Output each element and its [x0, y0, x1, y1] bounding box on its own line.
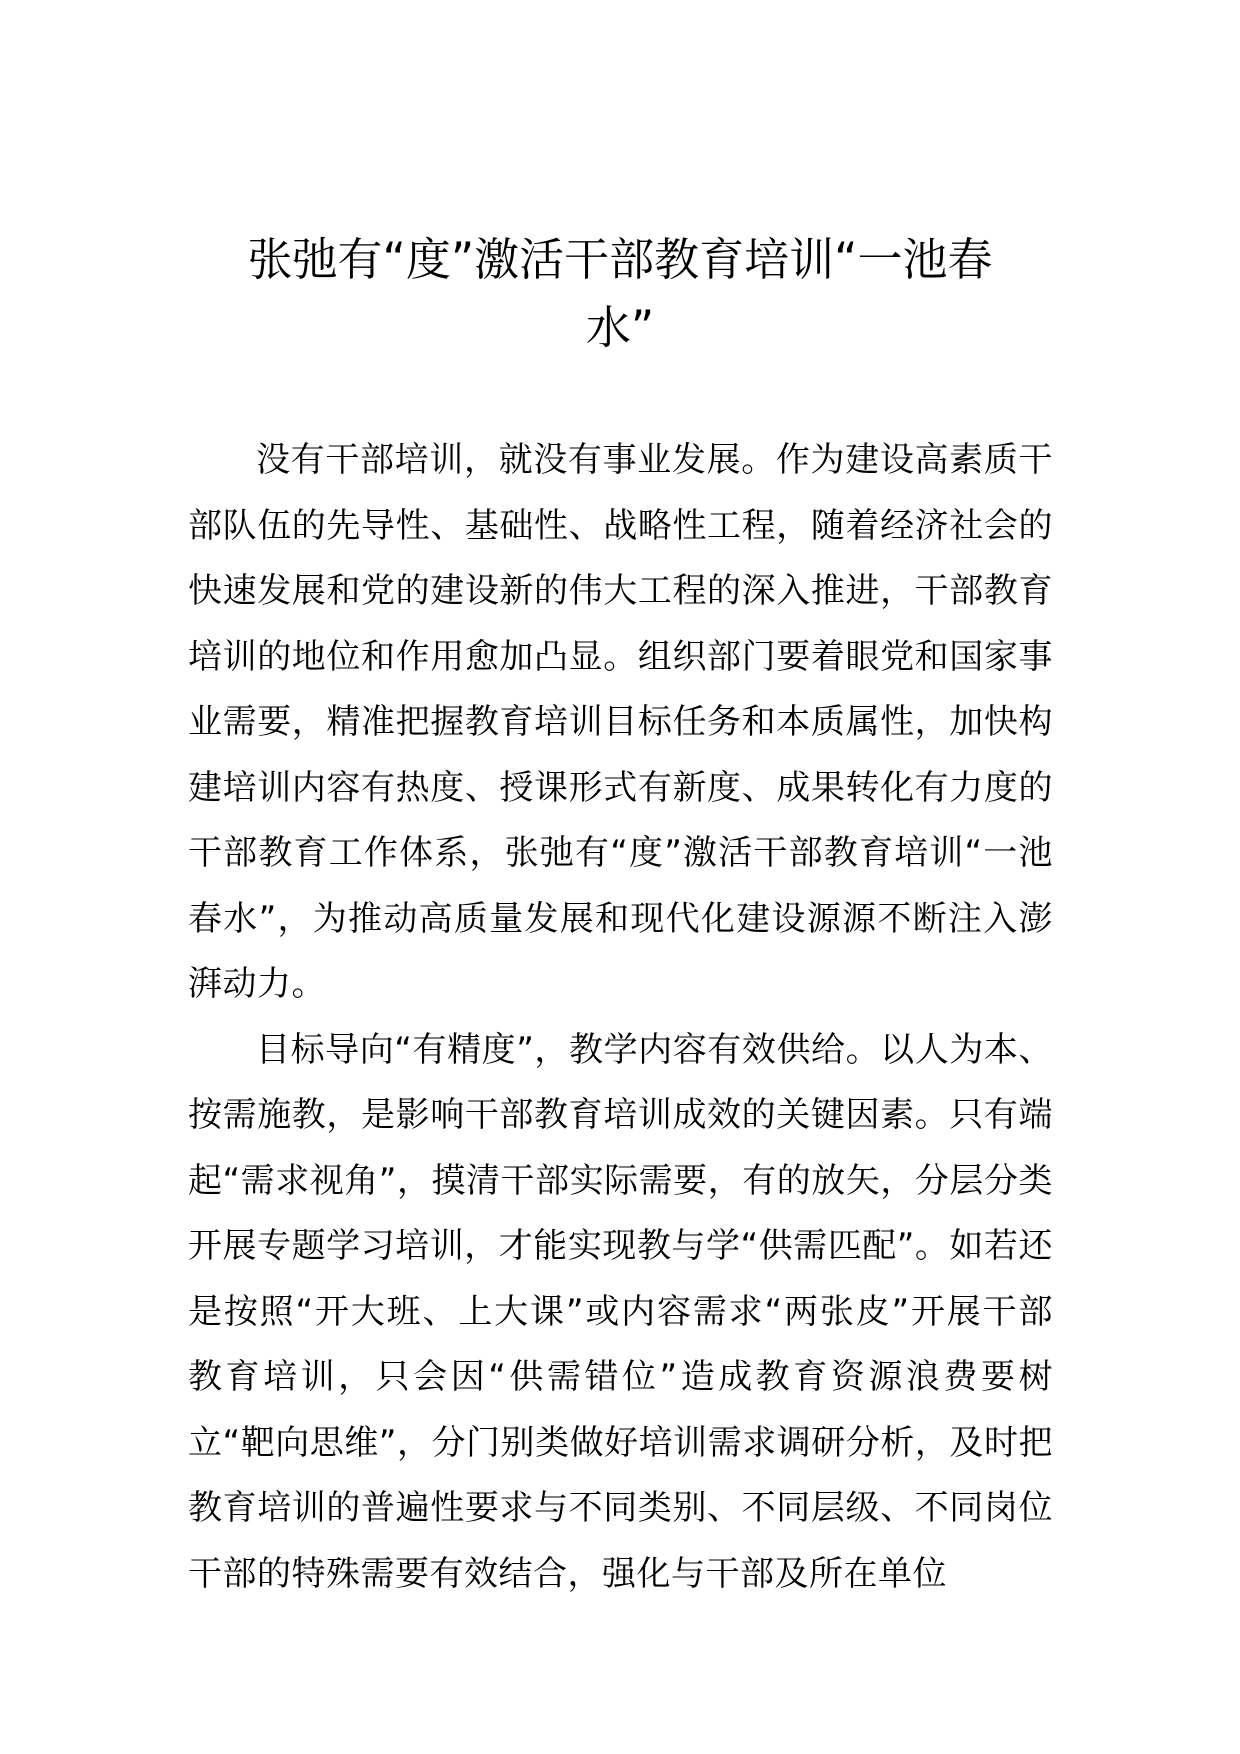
paragraph-1: 没有干部培训，就没有事业发展。作为建设高素质干部队伍的先导性、基础性、战略性工程，随着经济社会的快速发展和党的建设新的伟大工程的深入推进，干部教育培训的地位和作用愈加凸显。组织部门要着眼党和国家事业需要，精准把握教育培训目标任务和本质属性，加快构建培训内容有热度、授课形式有新度、成果转化有力度的干部教育工作体系，张弛有“度”激活干部教育培训“一池春水”，为推动高质量发展和现代化建设源源不断注入澎湃动力。: [188, 440, 1053, 1004]
title-line-1: 张弛有“度”激活干部教育培训“一池春: [247, 233, 993, 286]
title-line-2: 水”: [585, 301, 655, 354]
document-title: [180, 226, 1060, 362]
document-body: [188, 428, 1053, 1607]
paragraph-2: 目标导向“有精度”，教学内容有效供给。以人为本、按需施教，是影响干部教育培训成效的关键因素。只有端起“需求视角”，摸清干部实际需要，有的放矢，分层分类开展专题学习培训，才能实现教与学“供需匹配”。如若还是按照“开大班、上大课”或内容需求“两张皮”开展干部教育培训，只会因“供需错位”造成教育资源浪费要树立“靶向思维”，分门别类做好培训需求调研分析，及时把教育培训的普遍性要求与不同类别、不同层级、不同岗位干部的特殊需要有效结合，强化与干部及所在单位: [188, 1029, 1053, 1594]
